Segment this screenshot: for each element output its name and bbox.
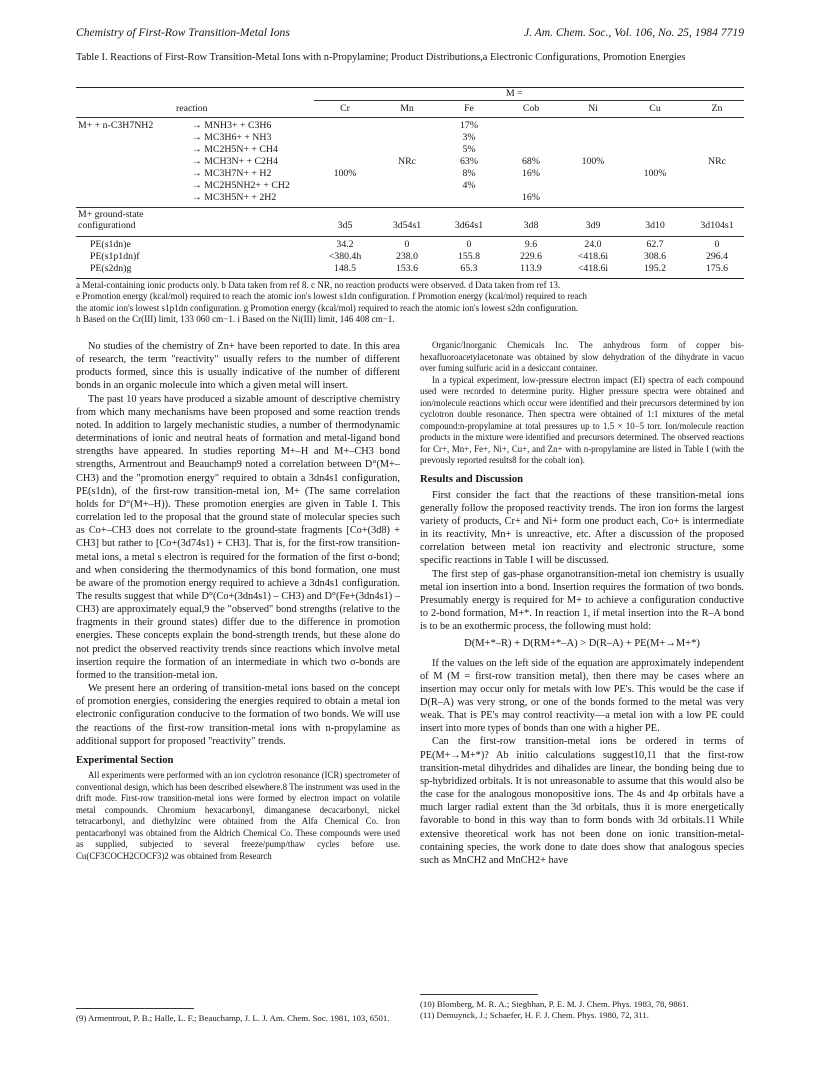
pe-value: 113.9: [520, 263, 542, 274]
section-heading-experimental: Experimental Section: [76, 754, 174, 766]
product-3: → MC2H5N+ + CH4: [192, 144, 278, 155]
table-bottom-rule: [76, 278, 744, 279]
footnote-line: a Metal-containing ionic products only. b Data taken from ref 8. c NR, no reaction products were observed. d Data taken from ref 13.: [76, 280, 561, 290]
paragraph: All experiments were performed with an ion cyclotron resonance (ICR) spectrometer of conventional design, which has been described elsewhere.8 The instrument was used in the drift mode. First-row transition-metal ions were formed by electron impact on volatile metal compounds. Chromium hexacarbonyl, dimanganese decacarbonyl, nickel tetracarbonyl, and diethylzinc were obtained from the Alfa Chemical Co. Iron pentacarbonyl was obtained from the Aldrich Chemical Co. These compounds were used as supplied, subjected to several freeze/pump/thaw cycles before use. Cu(CF3COCH2COCF3)2 was obtained from Research: [76, 770, 400, 861]
table-footnotes: [76, 280, 744, 325]
pe-label-s1dn: PE(s1dn)e: [90, 239, 131, 250]
pe-value: 24.0: [584, 239, 602, 250]
reaction-col-header: reaction: [176, 103, 208, 114]
section-rule: [76, 207, 744, 208]
metal-header-zn: Zn: [711, 103, 723, 114]
co-value: 16%: [522, 168, 540, 179]
pe-label-s2dn: PE(s2dn)g: [90, 263, 132, 274]
metal-header-ni: Ni: [588, 103, 598, 114]
co-value: 16%: [522, 192, 540, 203]
product-6: → MC2H5NH2+ + CH2: [192, 180, 290, 191]
pe-value: 296.4: [705, 251, 729, 262]
left-column: [76, 340, 400, 862]
left-references: [76, 1013, 400, 1024]
fe-value: 3%: [462, 132, 476, 143]
reference-10: (10) Blomberg, M. R. A.; Siegbhan, P. E. M. J. Chem. Phys. 1983, 78, 9861.: [420, 999, 689, 1009]
footnote-line: e Promotion energy (kcal/mol) required to reach the atomic ion's lowest s1dn configuration. f Promotion energy (kcal/mol) required to reach: [76, 291, 587, 302]
metal-header-cu: Cu: [649, 103, 661, 114]
pe-value: <418.6i: [577, 263, 609, 274]
footnote-line: the atomic ion's lowest s1p1dn configuration. g Promotion energy (kcal/mol) required to reach the atomic ion's lowest s2dn configuration.: [76, 302, 579, 313]
fe-value: 4%: [462, 180, 476, 191]
section-rule: [76, 236, 744, 237]
metal-header-fe: Fe: [464, 103, 474, 114]
paragraph: Can the first-row transition-metal ions be ordered in terms of PE(M+→M+*)? Ab initio calculations suggest10,11 that the first-row transition-metal dihydrides and dihalides are linear, the bonding being due to sp-hybridized orbitals. It is not unreasonable to assume that this would also be the case for the analogous monopositive ions. The 4s and 4p orbitals have a much larger radial extent than the 3d orbitals, thus it is more energetically favorable to bond in this way than to form bonds with 3d orbitals.11 While extensive theoretical work has not been done on ionic transition-metal-containing species, the work done to date does show that analogous species such as MnCH2 and MnCH2+ have: [420, 736, 744, 866]
fe-value: 8%: [462, 168, 476, 179]
ground-config-co: 3d8: [523, 220, 539, 231]
right-column: [420, 340, 744, 867]
product-7: → MC3H5N+ + 2H2: [192, 192, 277, 203]
references-rule: [76, 1008, 194, 1009]
references-rule: [420, 994, 538, 995]
metal-header-mn: Mn: [400, 103, 414, 114]
pe-value: 62.7: [646, 239, 664, 250]
ground-config-fe: 3d64s1: [454, 220, 484, 231]
table-top-rule: [76, 87, 744, 88]
equation: D(M+*–R) + D(RM+*–A) > D(R–A) + PE(M+→M+*): [464, 638, 700, 650]
product-5: → MC3H7N+ + H2: [192, 168, 272, 179]
fe-value: 63%: [460, 156, 478, 167]
pe-value: 308.6: [643, 251, 667, 262]
section-heading-results: Results and Discussion: [420, 473, 524, 485]
m-span-rule: [314, 100, 744, 101]
pe-value: 195.2: [643, 263, 667, 274]
product-1: → MNH3+ + C3H6: [192, 120, 272, 131]
co-value: 68%: [522, 156, 540, 167]
paragraph: The first step of gas-phase organotransition-metal ion chemistry is usually metal ion insertion into a bond. Insertion requires the formation of two bonds. Presumably energy is required for M+ to achieve a configuration conductive to 2-bond formation, M+*. In reaction 1, if metal insertion into the R–A bond is to be an exothermic process, the following must hold:: [420, 568, 744, 633]
ground-state-label-2: configurationd: [78, 220, 136, 231]
footnote-line: h Based on the Cr(III) limit, 133 060 cm−1. i Based on the Ni(III) limit, 146 408 cm−1.: [76, 313, 395, 324]
reference-11: (11) Demuynck, J.; Schaefer, H. F. J. Chem. Phys. 1980, 72, 311.: [420, 1010, 649, 1020]
pe-value: 148.5: [333, 263, 357, 274]
cr-value: 100%: [333, 168, 357, 179]
header-citation: J. Am. Chem. Soc., Vol. 106, No. 25, 1984 7719: [523, 26, 744, 39]
pe-value: 153.6: [395, 263, 419, 274]
pe-value: 0: [404, 239, 410, 250]
paragraph: The past 10 years have produced a sizable amount of descriptive chemistry from which many mechanisms have been proposed and some reaction trends noted. In addition to largely mechanistic studies, a number of thermodynamic determinations of ionic and neutral heats of formation and metal-ligand bond strengths have appeared. In studies reporting M+–H and M+–CH3 bond strengths, Armentrout and Beauchamp9 noted a correlation between D°(M+–CH3) and the "promotion energy" required to obtain a 3dn4s1 configuration, PE(s1dn), of the first-row transition-metal ion, M+ (The same correlation holds for D°(M+–H)). These promotion energies are given in Table I. This correlation led to the proposal that the ground state of molecular species such as Co+–CH3 does not correlate to the ground-state fragments [Co+(3d8) + CH3] but rather to [Co+(3d74s1) + CH3]. That is, for the first-row transition-metal ions, a metal s electron is required for the formation of the first σ-bond; and when considering the thermodynamics of this bond formation, one must be aware of the promotion energy required to achieve a 3dn4s1 configuration. The results suggest that while D°(Co+(3dn4s1) – CH3) and D°(Fe+(3dn4s1) – CH3) are approximately equal,9 the "observed" bond strengths (relative to the fragments in their ground states) differ due to the difference in promotion energies. These concepts explain the bond-strength trends, but these alone do not predict the observed reactivity trends since reactions which involve metal insertion require the formation of an intermediate in which two σ-bonds are formed to the transition-metal ion.: [76, 393, 400, 681]
pe-value: 65.3: [460, 263, 478, 274]
table-caption: Table I. Reactions of First-Row Transition-Metal Ions with n-Propylamine; Product Distributions,a Electronic Configurations, Promotion Energies: [76, 52, 686, 63]
pe-value: 175.6: [705, 263, 729, 274]
paragraph: No studies of the chemistry of Zn+ have been reported to date. In this area of research, the term "reactivity" usually refers to the number of different products formed, since this is usually indicative of the number of different bonds in an organic molecule into which a given metal will insert.: [76, 341, 400, 392]
metal-header-cr: Cr: [340, 103, 350, 114]
pe-value: 0: [714, 239, 720, 250]
pe-label-s1p1dn: PE(s1p1dn)f: [90, 251, 140, 262]
m-equals-label: M =: [506, 88, 523, 99]
cu-value: 100%: [643, 168, 667, 179]
pe-value: 155.8: [457, 251, 481, 262]
ground-config-mn: 3d54s1: [392, 220, 422, 231]
paragraph: Organic/Inorganic Chemicals Inc. The anhydrous form of copper bis-hexafluoroacetylacetonate was obtained by slow dehydration of the dihydrate in vacuo over fuming sulfuric acid in a desiccant container.: [420, 340, 744, 373]
ground-config-cr: 3d5: [337, 220, 353, 231]
paragraph: First consider the fact that the reactions of these transition-metal ions generally follow the proposed reactivity trends. The iron ion forms the largest variety of products, Cr+ and Ni+ form one product each, Co+ is intermediate in its reactivity, Mn+ is unreactive, etc. After a discussion of the proposed correlation between metal ion reactivity and electronic structure, some specific reactions in Table I will be discussed.: [420, 489, 744, 567]
pe-value: 34.2: [336, 239, 354, 250]
pe-value: 9.6: [524, 239, 538, 250]
ground-config-zn: 3d104s1: [700, 220, 734, 231]
ni-value: 100%: [581, 156, 605, 167]
metal-header-co: Cob: [522, 103, 540, 114]
paragraph: In a typical experiment, low-pressure electron impact (EI) spectra of each compound used were recorded to determine purity. Higher pressure spectra were obtained and ion/molecule reactions which occur were identified and their precursors determined by ion cyclotron double resonance. Then spectra were obtained of 1:1 mixtures of the metal compound:n-propylamine at total pressures up to 1.5 × 10−5 torr. Ion/molecule reaction products in the mixture were identified and precursors determined. The observed reactions for Cr+, Mn+, Fe+, Ni+, Cu+, and Zn+ with n-propylamine are listed in Table I (with the prevously reported results8 for the cobalt ion).: [420, 374, 744, 465]
header-title: Chemistry of First-Row Transition-Metal Ions: [76, 26, 290, 39]
pe-value: 229.6: [519, 251, 543, 262]
pe-value: 238.0: [395, 251, 419, 262]
mn-value: NRc: [398, 156, 416, 167]
pe-value: <418.6i: [577, 251, 609, 262]
reference-9: (9) Armentrout, P. B.; Halle, L. F.; Beauchamp, J. L. J. Am. Chem. Soc. 1981, 103, 6501.: [76, 1013, 390, 1023]
fe-value: 5%: [462, 144, 476, 155]
right-references: [420, 999, 744, 1021]
product-4: → MCH3N+ + C2H4: [192, 156, 278, 167]
reactant: M+ + n-C3H7NH2: [78, 120, 154, 131]
ground-config-cu: 3d10: [645, 220, 665, 231]
pe-value: 0: [466, 239, 472, 250]
fe-value: 17%: [460, 120, 478, 131]
pe-value: <380.4h: [328, 251, 362, 262]
paragraph: If the values on the left side of the equation are approximately independent of M (M = first-row transition metal), then there may be cases where an insertion may occur only for metals with low PE's. This would be the case if D(R–A) was very strong, or one of the bonds formed to the metal was very weak. That is PE's may control reactivity—a metal ion with a low PE could insert into more types of bonds than one with a higher PE.: [420, 657, 744, 735]
product-2: → MC3H6+ + NH3: [192, 132, 272, 143]
ground-config-ni: 3d9: [585, 220, 601, 231]
ground-state-label-1: M+ ground-state: [78, 209, 144, 220]
paragraph: We present here an ordering of transition-metal ions based on the concept of promotion energies, considering the energies required to obtain a metal ion electronic configuration conducive to the formation of two bonds. We will use the reactions of the first-row transition-metal ions with n-propylamine as additional support for proposed "reactivity" trends.: [76, 683, 400, 747]
header-rule: [76, 117, 744, 118]
zn-value: NRc: [708, 156, 726, 167]
